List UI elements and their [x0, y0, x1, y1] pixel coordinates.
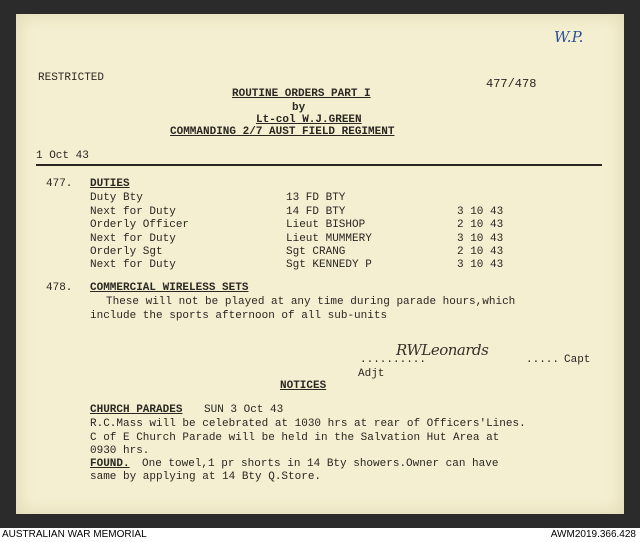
signature-dots-right: .....	[526, 354, 560, 366]
duty-date: 2 10 43	[457, 219, 504, 231]
duty-date: 2 10 43	[457, 246, 504, 258]
wireless-line-2: include the sports afternoon of all sub-units	[90, 310, 388, 322]
document-title: ROUTINE ORDERS PART I	[232, 88, 371, 100]
found-line-2: same by applying at 14 Bty Q.Store.	[90, 471, 322, 483]
church-line-2: C of E Church Parade will be held in the Salvation Hut Area at	[90, 432, 500, 444]
item-477-number: 477.	[46, 178, 73, 190]
church-line-1: R.C.Mass will be celebrated at 1030 hrs at rear of Officers'Lines.	[90, 418, 526, 430]
order-date: 1 Oct 43	[36, 150, 89, 162]
duty-date: 3 10 43	[457, 259, 504, 271]
signature-title: Adjt	[358, 368, 385, 380]
duty-role: Next for Duty	[90, 233, 176, 245]
duty-role: Next for Duty	[90, 259, 176, 271]
found-line-1: One towel,1 pr shorts in 14 Bty showers.Owner can have	[142, 458, 499, 470]
signature: RWLeonards	[396, 341, 489, 359]
document-paper	[16, 14, 624, 514]
notices-heading: NOTICES	[280, 380, 327, 392]
duty-role: Orderly Officer	[90, 219, 190, 231]
item-478-number: 478.	[46, 282, 73, 294]
signature-dots-left: ..........	[360, 354, 427, 366]
footer-institution: AUSTRALIAN WAR MEMORIAL	[2, 529, 147, 540]
signature-rank: Capt	[564, 354, 591, 366]
footer-accession-number: AWM2019.366.428	[550, 529, 636, 540]
found-label: FOUND.	[90, 458, 130, 470]
duty-assignee: Sgt CRANG	[286, 246, 346, 258]
duty-assignee: Lieut MUMMERY	[286, 233, 372, 245]
duty-assignee: Lieut BISHOP	[286, 219, 366, 231]
order-number: 477/478	[486, 77, 537, 91]
duty-assignee: 13 FD BTY	[286, 192, 346, 204]
duty-date: 3 10 43	[457, 206, 504, 218]
header-divider	[36, 164, 602, 166]
duty-date: 3 10 43	[457, 233, 504, 245]
author-line: Lt-col W.J.GREEN	[256, 114, 362, 126]
archive-footer	[0, 528, 640, 542]
duty-assignee: Sgt KENNEDY P	[286, 259, 372, 271]
by-line: by	[292, 102, 306, 114]
duties-heading: DUTIES	[90, 178, 130, 190]
duty-assignee: 14 FD BTY	[286, 206, 346, 218]
commanding-line: COMMANDING 2/7 AUST FIELD REGIMENT	[170, 126, 395, 138]
church-parades-date: SUN 3 Oct 43	[204, 404, 284, 416]
church-parades-heading: CHURCH PARADES	[90, 404, 183, 416]
handwritten-corner-note: W.P.	[554, 28, 584, 46]
duty-role: Orderly Sgt	[90, 246, 163, 258]
wireless-heading: COMMERCIAL WIRELESS SETS	[90, 282, 249, 294]
wireless-line-1: These will not be played at any time during parade hours,which	[106, 296, 516, 308]
duty-role: Next for Duty	[90, 206, 176, 218]
classification-label: RESTRICTED	[38, 72, 105, 84]
duty-role: Duty Bty	[90, 192, 143, 204]
church-line-3: 0930 hrs.	[90, 445, 150, 457]
